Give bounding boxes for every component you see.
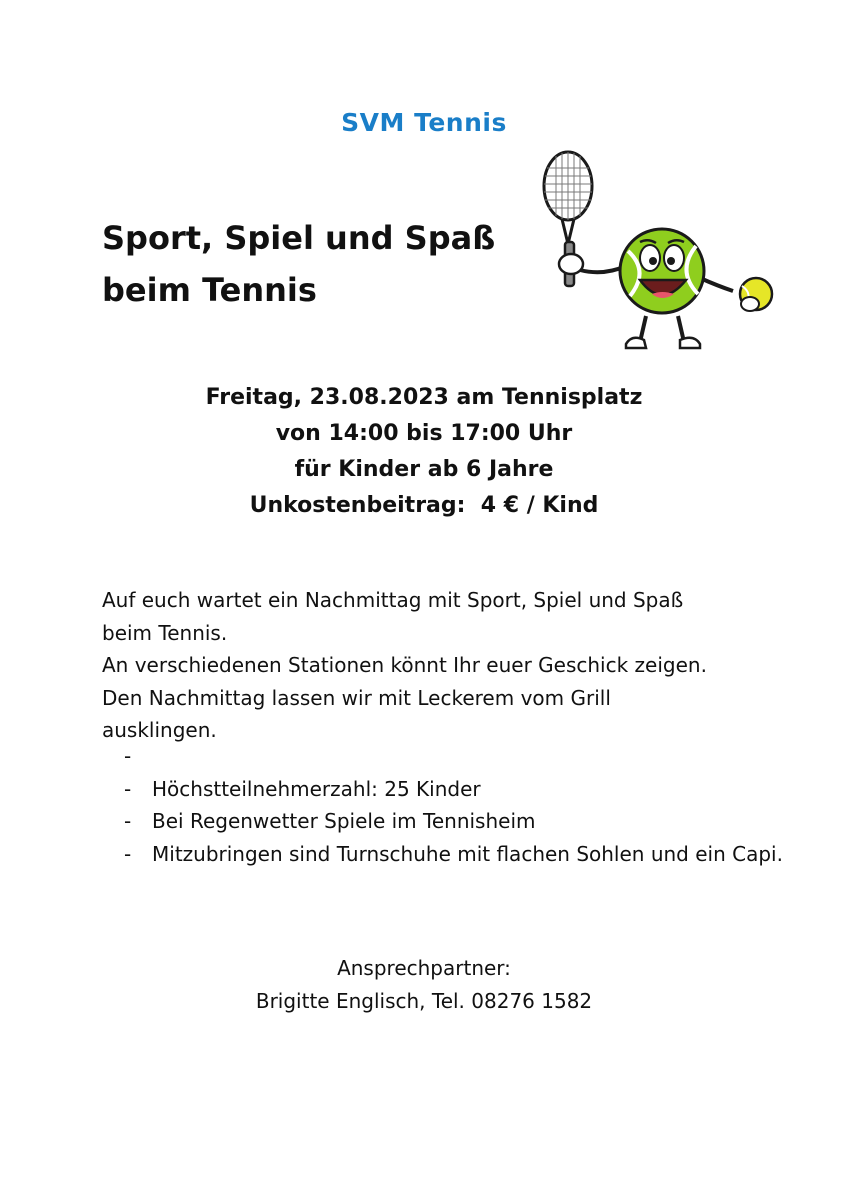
list-item-text: Bei Regenwetter Spiele im Tennisheim	[152, 809, 536, 833]
dash-marker: -	[124, 809, 132, 833]
description-line: An verschiedenen Stationen könnt Ihr euer Geschick zeigen.	[102, 653, 707, 677]
headline-line-1: Sport, Spiel und Spaß	[102, 219, 496, 257]
headline	[102, 212, 532, 316]
event-time: von 14:00 bis 17:00 Uhr	[275, 421, 573, 446]
list-item-text: Mitzubringen sind Turnschuhe mit flachen Sohlen und ein Capi.	[152, 841, 783, 866]
description-line: beim Tennis.	[102, 620, 228, 645]
event-audience: für Kinder ab 6 Jahre	[294, 457, 554, 482]
list-item	[102, 740, 782, 773]
info-list	[102, 740, 782, 870]
event-fee: Unkostenbeitrag: 4 € / Kind	[249, 493, 599, 518]
dash-marker: -	[124, 776, 132, 801]
contact-label: Ansprechpartner:	[337, 956, 511, 980]
event-date: Freitag, 23.08.2023 am Tennisplatz	[205, 385, 643, 410]
list-item	[102, 773, 782, 806]
tennis-ball-mascot-icon	[528, 146, 783, 361]
description-line: ausklingen.	[102, 718, 217, 742]
event-details	[0, 380, 848, 524]
dash-marker: -	[124, 841, 132, 866]
contact-block	[0, 952, 848, 1017]
list-item-text: Höchstteilnehmerzahl: 25 Kinder	[152, 776, 481, 801]
contact-person: Brigitte Englisch, Tel. 08276 1582	[255, 988, 593, 1013]
headline-line-2: beim Tennis	[102, 271, 317, 309]
description-line: Auf euch wartet ein Nachmittag mit Sport, Spiel und Spaß	[102, 588, 684, 612]
description	[102, 584, 782, 747]
dash-marker: -	[124, 744, 132, 768]
list-item	[102, 838, 792, 871]
description-line: Den Nachmittag lassen wir mit Leckerem vom Grill	[102, 685, 611, 710]
list-item	[102, 805, 782, 838]
org-title: SVM Tennis	[341, 108, 507, 137]
